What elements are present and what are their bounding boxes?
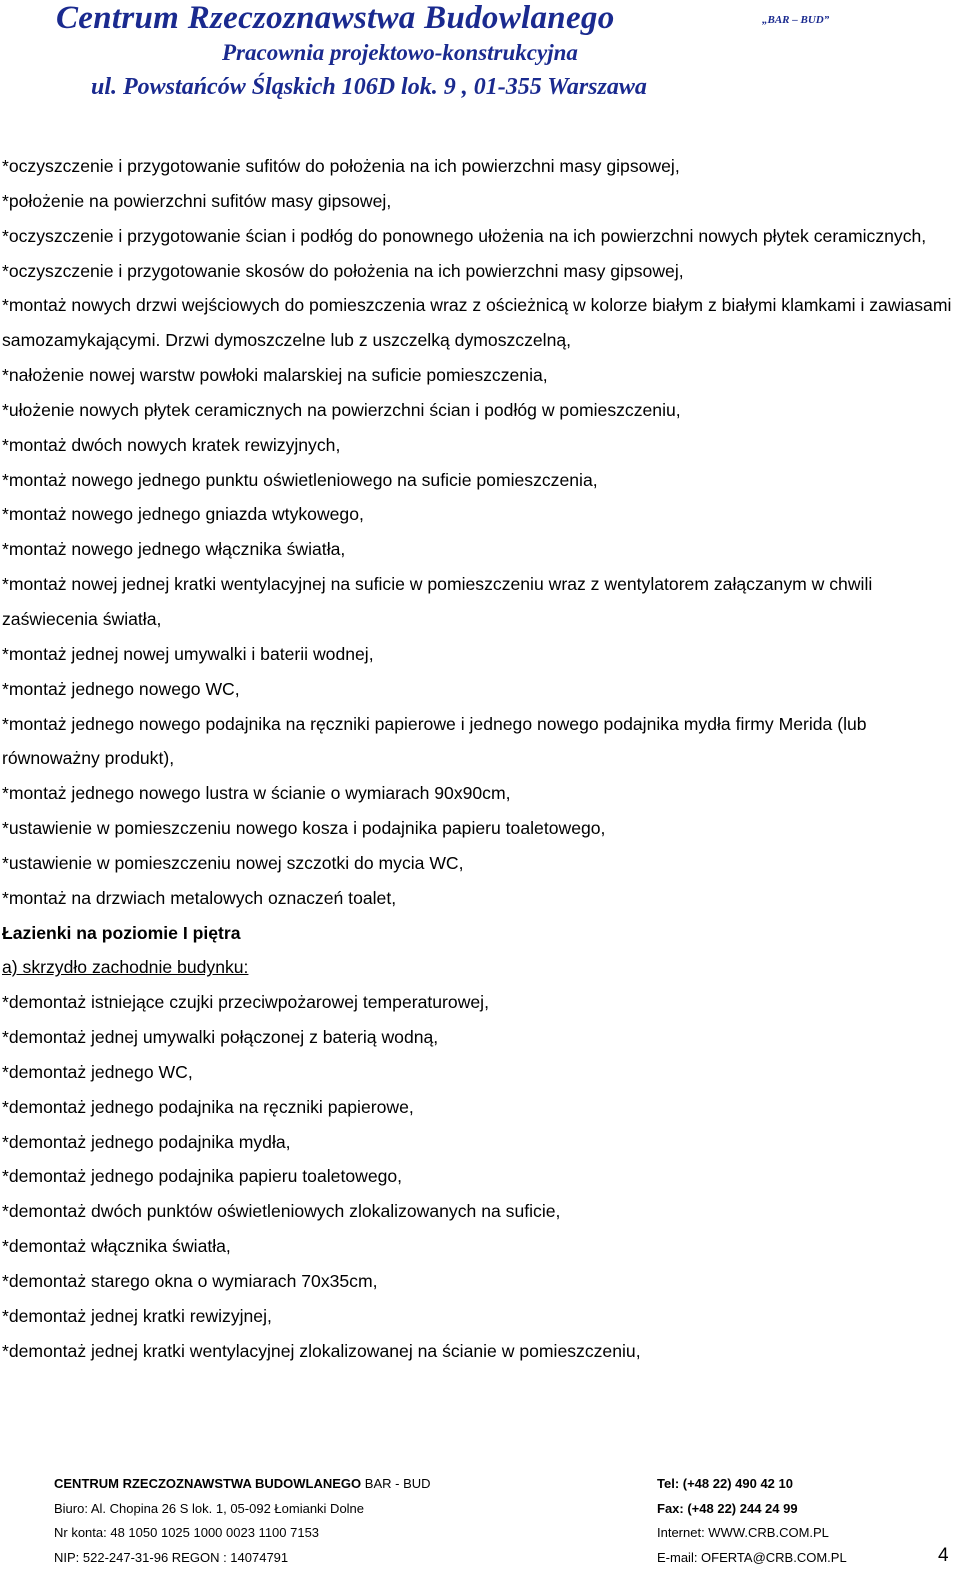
paragraph: *montaż nowego jednego włącznika światła, — [2, 539, 346, 560]
paragraph: *demontaż jednej umywalki połączonej z baterią wodną, — [2, 1027, 439, 1048]
paragraph: *demontaż starego okna o wymiarach 70x35cm, — [2, 1271, 378, 1291]
paragraph: *oczyszczenie i przygotowanie skosów do położenia na ich powierzchni masy gipsowej, — [2, 260, 684, 281]
footer-right — [657, 1472, 897, 1570]
paragraph: *oczyszczenie i przygotowanie sufitów do położenia na ich powierzchni masy gipsowej, — [2, 156, 680, 176]
document-body — [2, 149, 952, 1369]
paragraph: *montaż jednego nowego WC, — [2, 678, 240, 699]
footer-fax: Fax: (+48 22) 244 24 99 — [657, 1500, 798, 1516]
paragraph: *montaż nowej jednej kratki wentylacyjnej na suficie w pomieszczeniu wraz z wentylatorem załączanym w chwili zaświecenia światła, — [2, 574, 873, 629]
paragraph: *demontaż istniejące czujki przeciwpożarowej temperaturowej, — [2, 992, 489, 1013]
paragraph: *montaż nowych drzwi wejściowych do pomieszczenia wraz z ościeżnicą w kolorze białym z białymi klamkami i zawiasami samozamykającymi. Drzwi dymoszczelne lub z uszczelką dymoszczelną, — [2, 295, 952, 351]
paragraph: *montaż nowego jednego punktu oświetleniowego na suficie pomieszczenia, — [2, 469, 598, 490]
paragraph: *demontaż jednego podajnika papieru toaletowego, — [2, 1166, 403, 1187]
page-number: 4 — [938, 1545, 949, 1566]
footer-ids: NIP: 522-247-31-96 REGON : 14074791 — [54, 1549, 289, 1565]
paragraph: *ułożenie nowych płytek ceramicznych na powierzchni ścian i podłóg w pomieszczeniu, — [2, 399, 681, 420]
paragraph: *montaż jednego nowego podajnika na ręczniki papierowe i jednego nowego podajnika mydła firmy Merida (lub równoważny produkt), — [2, 713, 867, 769]
footer-office: Biuro: Al. Chopina 26 S lok. 1, 05-092 Łomianki Dolne — [54, 1500, 365, 1516]
footer-tel: Tel: (+48 22) 490 42 10 — [657, 1476, 793, 1491]
section-heading: Łazienki na poziomie I piętra — [2, 922, 241, 943]
paragraph: *nałożenie nowej warstw powłoki malarskiej na suficie pomieszczenia, — [2, 365, 548, 386]
footer-left — [54, 1472, 614, 1570]
company-tag: „BAR – BUD” — [762, 14, 830, 26]
footer-company — [54, 1472, 614, 1497]
paragraph: *oczyszczenie i przygotowanie ścian i podłóg do ponownego ułożenia na ich powierzchni nowych płytek ceramicznych, — [2, 225, 927, 246]
company-address: ul. Powstańców Śląskich 106D lok. 9 , 01-355 Warszawa — [91, 74, 647, 100]
paragraph: *montaż nowego jednego gniazda wtykowego, — [2, 504, 364, 525]
company-subtitle: Pracownia projektowo-konstrukcyjna — [222, 40, 578, 65]
paragraph: *montaż jednego nowego lustra w ścianie o wymiarach 90x90cm, — [2, 783, 511, 804]
paragraph: *montaż jednej nowej umywalki i baterii wodnej, — [2, 643, 374, 664]
paragraph: *demontaż jednej kratki wentylacyjnej zlokalizowanej na ścianie w pomieszczeniu, — [2, 1340, 641, 1361]
footer-account: Nr konta: 48 1050 1025 1000 0023 1100 7153 — [54, 1525, 320, 1541]
company-name: Centrum Rzeczoznawstwa Budowlanego — [56, 0, 615, 36]
paragraph: *demontaż jednego podajnika na ręczniki papierowe, — [2, 1096, 414, 1117]
paragraph: *montaż na drzwiach metalowych oznaczeń toalet, — [2, 887, 397, 908]
paragraph: *demontaż włącznika światła, — [2, 1236, 231, 1257]
paragraph: *ustawienie w pomieszczeniu nowej szczotki do mycia WC, — [2, 852, 464, 873]
paragraph: *ustawienie w pomieszczeniu nowego kosza i podajnika papieru toaletowego, — [2, 818, 606, 839]
paragraph: *demontaż jednego podajnika mydła, — [2, 1131, 291, 1152]
paragraph: *położenie na powierzchni sufitów masy gipsowej, — [2, 190, 392, 211]
footer-company-name: CENTRUM RZECZOZNAWSTWA BUDOWLANEGO — [54, 1476, 362, 1491]
footer-company-suffix: BAR - BUD — [361, 1476, 431, 1491]
paragraph: *demontaż dwóch punktów oświetleniowych zlokalizowanych na suficie, — [2, 1201, 561, 1222]
paragraph: *montaż dwóch nowych kratek rewizyjnych, — [2, 434, 341, 455]
paragraph: *demontaż jednej kratki rewizyjnej, — [2, 1305, 272, 1326]
footer-email: E-mail: OFERTA@CRB.COM.PL — [657, 1549, 847, 1565]
paragraph: *demontaż jednego WC, — [2, 1061, 193, 1082]
subsection-heading: a) skrzydło zachodnie budynku: — [2, 957, 249, 978]
footer-internet: Internet: WWW.CRB.COM.PL — [657, 1525, 829, 1541]
